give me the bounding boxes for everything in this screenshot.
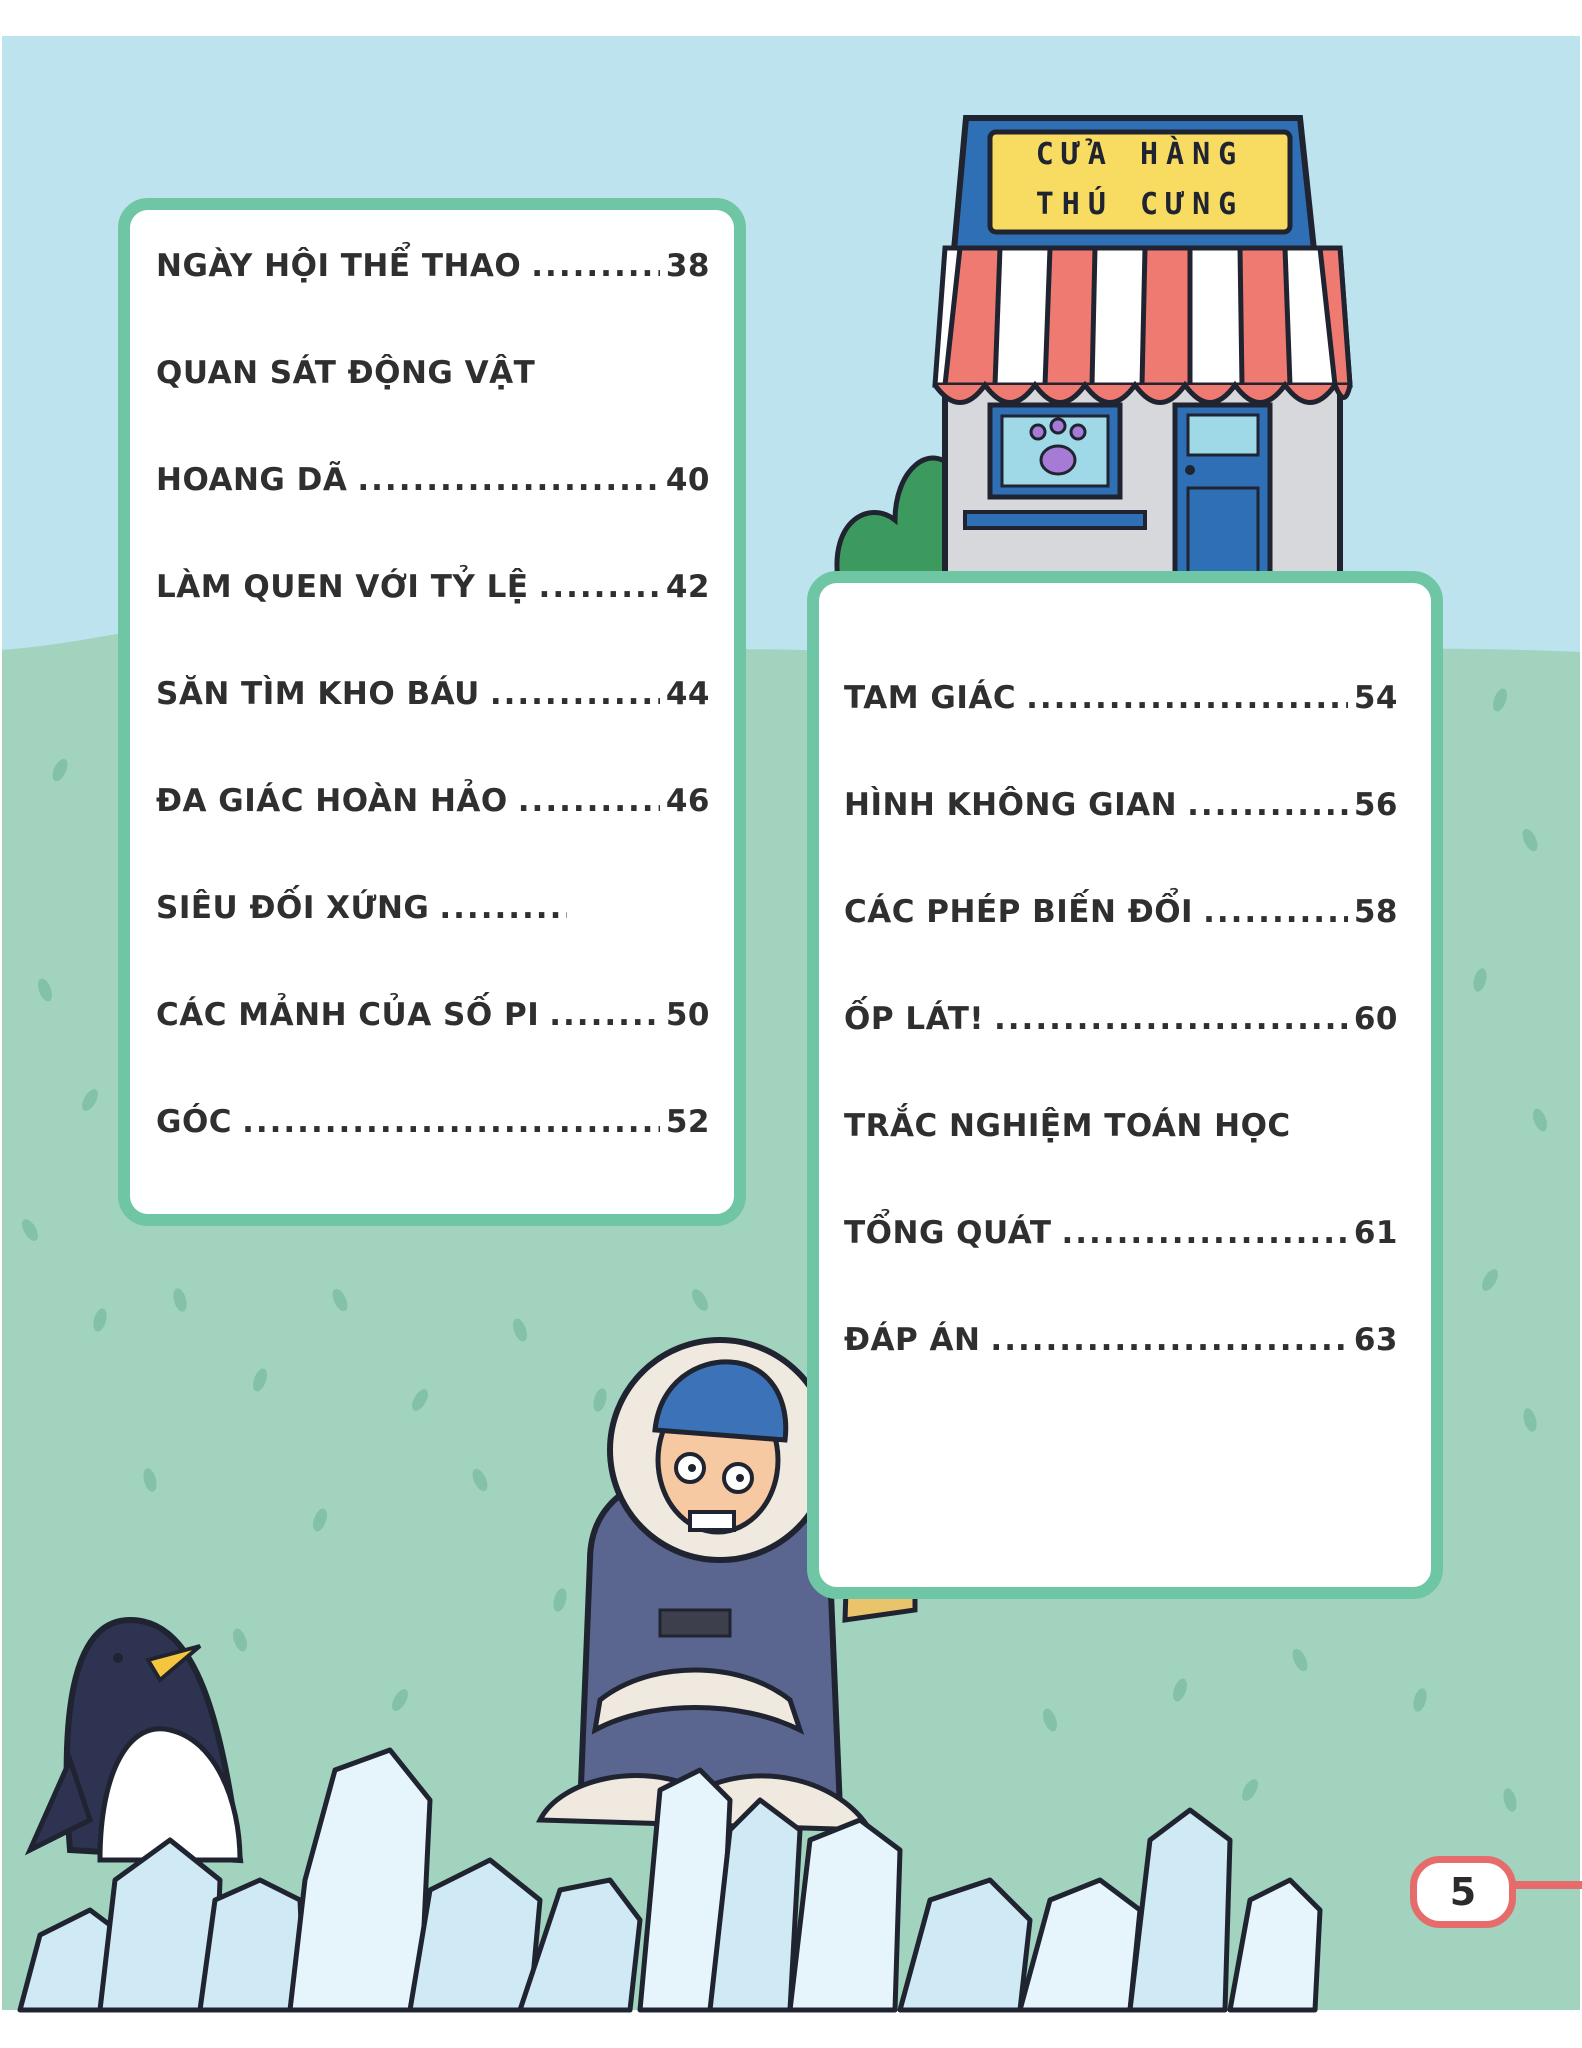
toc-leader-dots: [1203, 894, 1348, 930]
toc-leader-dots: [439, 890, 567, 926]
toc-entry-title: HOANG DÃ: [156, 462, 348, 498]
toc-entry[interactable]: [156, 997, 710, 1104]
toc-entry[interactable]: [156, 462, 710, 569]
toc-entry[interactable]: [844, 680, 1398, 787]
toc-leader-dots: [990, 1322, 1347, 1358]
toc-entry-page: 38: [665, 248, 710, 284]
toc-entry-title: NGÀY HỘI THỂ THAO: [156, 248, 522, 284]
toc-entry-title: TỔNG QUÁT: [844, 1215, 1052, 1251]
toc-leader-dots: [357, 462, 659, 498]
toc-list-left: [156, 248, 710, 1211]
toc-entry-page: 46: [665, 783, 710, 819]
toc-leader-dots: [518, 783, 660, 819]
toc-entry-page: 42: [665, 569, 710, 605]
toc-entry-title: TRẮC NGHIỆM TOÁN HỌC: [844, 1108, 1291, 1144]
toc-entry[interactable]: [844, 1215, 1398, 1322]
toc-leader-dots: [490, 676, 660, 712]
toc-list-right: [844, 680, 1398, 1429]
toc-entry[interactable]: [844, 894, 1398, 1001]
shop-sign-line-2: THÚ CƯNG: [1035, 187, 1245, 222]
shop-sign: [990, 130, 1290, 230]
toc-entry[interactable]: [844, 787, 1398, 894]
toc-entry-title: QUAN SÁT ĐỘNG VẬT: [156, 355, 536, 391]
page-number: 5: [1410, 1856, 1516, 1928]
toc-entry[interactable]: [156, 890, 710, 997]
toc-entry-page: 40: [665, 462, 710, 498]
shop-sign-line-1: CỬA HÀNG: [1035, 137, 1245, 172]
toc-entry-page: 58: [1353, 894, 1398, 930]
toc-entry-page: 54: [1353, 680, 1398, 716]
toc-entry-title: CÁC PHÉP BIẾN ĐỔI: [844, 894, 1194, 930]
toc-entry-page: 52: [665, 1104, 710, 1140]
toc-entry-page: 56: [1353, 787, 1398, 823]
toc-entry-title: ĐA GIÁC HOÀN HẢO: [156, 783, 508, 819]
page-number-tab-line: [1506, 1881, 1582, 1889]
toc-entry-title: ĐÁP ÁN: [844, 1322, 981, 1358]
toc-entry-title: HÌNH KHÔNG GIAN: [844, 787, 1178, 823]
toc-leader-dots: [1187, 787, 1348, 823]
toc-entry-page: 50: [665, 997, 710, 1033]
toc-entry[interactable]: [156, 676, 710, 783]
toc-entry[interactable]: [156, 1104, 710, 1211]
toc-entry[interactable]: [156, 569, 710, 676]
toc-entry-page: 44: [665, 676, 710, 712]
toc-entry-title: LÀM QUEN VỚI TỶ LỆ: [156, 569, 529, 605]
toc-entry-title: ỐP LÁT!: [844, 1001, 984, 1037]
toc-entry-page: 63: [1353, 1322, 1398, 1358]
toc-entry-title: CÁC MẢNH CỦA SỐ PI: [156, 997, 540, 1033]
toc-leader-dots: [1061, 1215, 1347, 1251]
toc-leader-dots: [994, 1001, 1348, 1037]
toc-entry[interactable]: [844, 1322, 1398, 1429]
toc-entry[interactable]: [156, 783, 710, 890]
toc-entry-title: SIÊU ĐỐI XỨNG: [156, 890, 430, 926]
toc-entry[interactable]: [844, 1108, 1398, 1215]
toc-entry[interactable]: [844, 1001, 1398, 1108]
toc-leader-dots: [1026, 680, 1348, 716]
toc-entry-title: GÓC: [156, 1104, 233, 1140]
toc-entry-page: 60: [1353, 1001, 1398, 1037]
toc-entry-title: SĂN TÌM KHO BÁU: [156, 676, 480, 712]
toc-leader-dots: [539, 569, 660, 605]
toc-entry-page: 61: [1353, 1215, 1398, 1251]
toc-entry[interactable]: [156, 248, 710, 355]
toc-leader-dots: [549, 997, 660, 1033]
toc-leader-dots: [531, 248, 660, 284]
toc-leader-dots: [242, 1104, 660, 1140]
toc-entry-title: TAM GIÁC: [844, 680, 1017, 716]
toc-entry[interactable]: [156, 355, 710, 462]
